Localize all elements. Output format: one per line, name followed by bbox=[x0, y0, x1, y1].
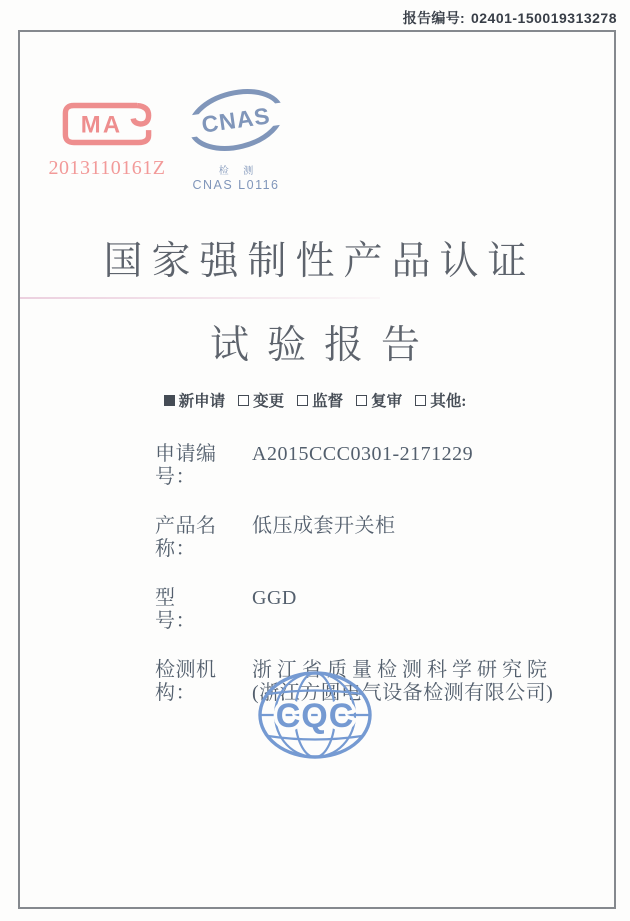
checkbox-supervision bbox=[297, 389, 343, 411]
checkbox-icon bbox=[297, 395, 308, 406]
checkbox-label: 变更 bbox=[253, 393, 285, 410]
cqc-logo-icon bbox=[256, 669, 374, 761]
cma-mark bbox=[44, 98, 170, 180]
report-number bbox=[403, 8, 617, 28]
checkbox-label: 监督 bbox=[312, 393, 344, 410]
field-label: 申请编号： bbox=[155, 443, 217, 488]
application-type-row bbox=[0, 389, 630, 411]
testing-organization-subname: (浙江方圆电气设备检测有限公司) bbox=[252, 682, 554, 704]
cnas-letters: CNAS bbox=[199, 102, 273, 138]
checkbox-label: 其他: bbox=[430, 393, 467, 410]
field-application-number bbox=[155, 443, 553, 489]
cnas-logo-icon bbox=[184, 86, 288, 154]
field-value: GGD bbox=[252, 587, 297, 609]
report-number-label: 报告编号: bbox=[402, 10, 465, 26]
checkbox-icon bbox=[238, 395, 249, 406]
cma-logo-icon bbox=[60, 98, 154, 150]
field-value: 低压成套开关柜 bbox=[252, 515, 396, 537]
document-subtitle: 试验报告 bbox=[209, 324, 438, 367]
checkbox-icon bbox=[356, 395, 367, 406]
scan-artifact-line bbox=[20, 297, 380, 299]
cnas-accreditation-number: CNAS L0116 bbox=[192, 178, 280, 192]
field-model bbox=[155, 587, 553, 633]
testing-organization-name: 浙江省质量检测科学研究院 bbox=[252, 659, 552, 681]
checkbox-change bbox=[238, 389, 284, 411]
cma-certificate-code: 2013110161Z bbox=[48, 157, 166, 179]
checkbox-icon bbox=[164, 395, 175, 406]
cnas-caption: 检 测 bbox=[218, 166, 260, 177]
cqc-mark bbox=[256, 669, 374, 766]
field-value: A2015CCC0301-2171229 bbox=[252, 443, 474, 465]
checkbox-new-application bbox=[164, 389, 226, 411]
cma-letters: MA bbox=[80, 111, 123, 139]
checkbox-label: 新申请 bbox=[178, 393, 226, 410]
checkbox-review bbox=[356, 389, 402, 411]
document-title: 国家强制性产品认证 bbox=[103, 240, 536, 283]
checkbox-label: 复审 bbox=[371, 393, 403, 410]
field-label: 产品名称： bbox=[155, 515, 217, 560]
cqc-letters: CQC bbox=[275, 697, 355, 735]
cnas-mark bbox=[184, 86, 288, 192]
checkbox-icon bbox=[415, 395, 426, 406]
field-label: 检测机构： bbox=[155, 659, 217, 704]
checkbox-other bbox=[415, 389, 466, 411]
field-product-name bbox=[155, 515, 553, 561]
report-number-value: 02401-150019313278 bbox=[470, 10, 617, 26]
field-label: 型 号： bbox=[155, 587, 217, 632]
